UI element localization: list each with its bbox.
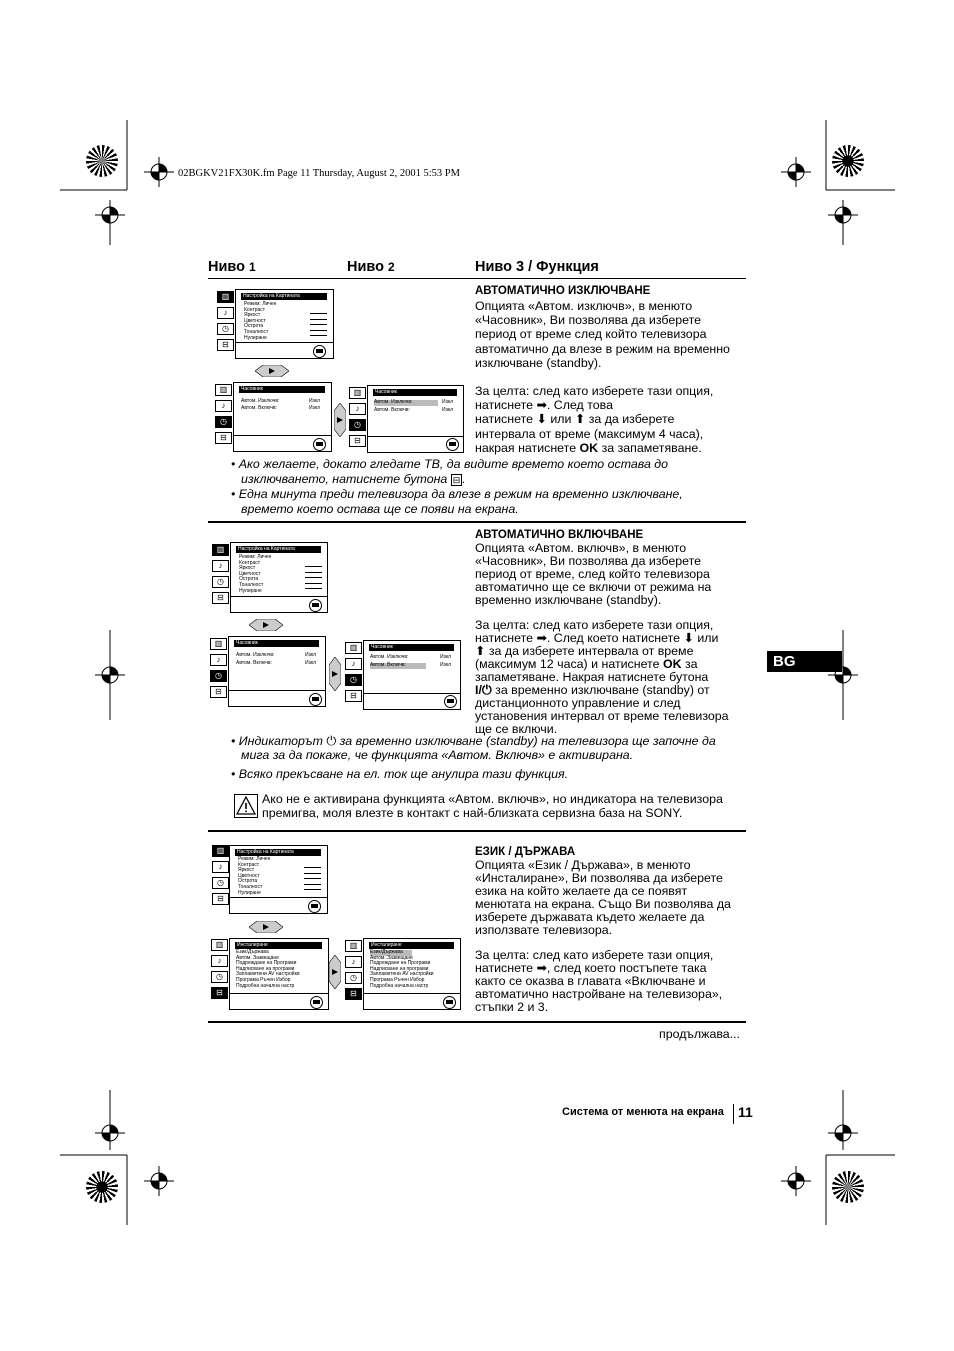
arrow-up-icon: ⬆: [574, 412, 586, 427]
clock-menu-icon: ◷: [215, 416, 232, 428]
screen-title: Настройка на Картината: [241, 293, 327, 300]
crosshair-icon: [144, 157, 174, 187]
crosshair-icon: [781, 157, 811, 187]
ok-icon: [309, 693, 322, 706]
picture-menu-icon: ▥: [211, 939, 228, 951]
ok-icon: [444, 695, 457, 708]
crosshair-icon: [95, 1118, 125, 1148]
arrow-up-icon: ⬆: [475, 644, 486, 658]
ok-icon: [443, 996, 456, 1009]
arrow-right-icon: ➡: [536, 398, 547, 413]
install-menu-screen: Инсталиране Език/Държава Автом. Зазвещане Подреждане на Програми Надписване на програми Запламетени AV настройки Програма Ръчен Избор Подробна начална настр: [229, 938, 329, 1010]
continues-text: продължава...: [659, 1027, 740, 1041]
divider: [208, 278, 746, 279]
registration-target-icon: [86, 1171, 118, 1203]
footer-divider: [733, 1104, 734, 1124]
joystick-icon: [329, 657, 341, 691]
sound-menu-icon: ♪: [212, 560, 229, 572]
registration-target-icon: [832, 1171, 864, 1203]
sound-menu-icon: ♪: [345, 956, 362, 968]
install-menu-icon: ⊟: [217, 339, 234, 351]
install-menu-icon: ⊟: [345, 690, 362, 702]
standby-button-icon: I/⏻: [475, 683, 492, 697]
picture-menu-screen: Настройка на Картината Режим: Личен Контраст Яркост Цветност Острота Тоналност Нулиране: [230, 542, 328, 613]
clock-menu-screen-selected: Часовник Автом. Изключв: Изкл Автом. Включв: Изкл: [363, 640, 461, 710]
install-menu-icon: ⊟: [345, 988, 362, 1000]
clock-menu-screen: Часовник Автом. Изключв: Изкл Автом. Включв: Изкл: [228, 636, 326, 707]
picture-menu-icon: ▥: [345, 642, 362, 654]
sound-menu-icon: ♪: [215, 400, 232, 412]
column-heading-level2: Ниво 2: [347, 259, 395, 275]
crosshair-icon: [95, 200, 125, 230]
file-header: 02BGKV21FX30K.fm Page 11 Thursday, August 2, 2001 5:53 PM: [178, 168, 460, 179]
picture-menu-screen: [235, 289, 334, 359]
arrow-down-icon: ⬇: [683, 631, 694, 645]
section-auto-on-notes: • Индикаторът ⏻ за временно изключване (standby) на телевизора ще започне да мига за да покаже, че функцията «Автом. Включв» е активирана. • Всяко прекъсване на ел. ток ще анулира тази функция.: [231, 734, 716, 781]
language-tab: BG: [767, 651, 842, 672]
clock-menu-icon: ◷: [212, 877, 229, 889]
ok-icon: [308, 900, 321, 913]
menu-item: Режим: Личен: [244, 301, 277, 307]
picture-menu-icon: ▥: [349, 387, 366, 399]
crosshair-icon: [828, 1118, 858, 1148]
sound-menu-icon: ♪: [345, 658, 362, 670]
picture-menu-icon: ▥: [345, 940, 362, 952]
sound-menu-icon: ♪: [211, 955, 228, 967]
column-heading-level1: Ниво 1: [208, 259, 256, 275]
sound-menu-icon: ♪: [212, 861, 229, 873]
menu-item: Нулиране: [244, 334, 267, 341]
arrow-right-icon: ➡: [536, 631, 547, 645]
install-menu-icon: ⊟: [212, 592, 229, 604]
section-auto-off-notes: • Ако желаете, докато гледате ТВ, да видите времето което остава до изключването, натиснете бутона ⊟ . • Една минута преди телевизора да влезе в режим на временно изключване, времето което остава ще се появи на екрана.: [231, 457, 683, 516]
timer-display-icon: ⊟: [452, 474, 461, 485]
sound-menu-icon: ♪: [210, 654, 227, 666]
page-number: 11: [738, 1104, 753, 1120]
ok-icon: [446, 438, 459, 451]
install-menu-icon: ⊟: [210, 686, 227, 698]
joystick-right-icon: [255, 365, 289, 377]
section-auto-on-body: Опцията «Автом. включв», в менюто «Часовник», Ви позволява да изберете период от време, след който телевизора автоматично ще се включи от режима на временно изключване (standby). За целта: след като изберете тази опция, натиснете ➡. След което натиснете ⬇ или ⬆ за да изберете интервала от време (максимум 12 часа) и натиснете OK за запаметяване. Накрая натиснете бутона I/⏻ за временно изключване (standby) от дистанционното управление и след установения интервал от време телевизора ще се включи.: [475, 541, 729, 736]
menu-item: Контраст: [244, 306, 266, 313]
section-divider: [208, 830, 746, 832]
clock-menu-icon: ◷: [217, 323, 234, 335]
crosshair-icon: [828, 200, 858, 230]
clock-menu-icon: ◷: [345, 674, 362, 686]
section-title-language-country: ЕЗИК / ДЪРЖАВА: [475, 846, 576, 858]
crosshair-icon: [781, 1166, 811, 1196]
ok-icon: [313, 438, 326, 451]
registration-target-icon: [86, 145, 118, 177]
warning-icon: [234, 794, 258, 818]
install-menu-screen-selected: Инсталиране Език/Държава Автом. Зазвещане Подреждане на Програми Надписване на програми Запламетени AV настройки Програма Ръчен Избор Подробна начална настр: [363, 938, 461, 1010]
picture-menu-screen: Настройка на Картината Режим: Личен Контраст Яркост Цветност Острота Тоналност Нулиране: [229, 845, 328, 914]
menu-item: Цветност: [244, 317, 266, 324]
clock-menu-screen: Часовник Автом. Изключв: Изкл Автом. Включв: Изкл: [233, 382, 332, 452]
sound-menu-icon: ♪: [217, 307, 234, 319]
picture-menu-icon: ▥: [212, 845, 229, 857]
install-menu-icon: ⊟: [211, 987, 228, 999]
arrow-down-icon: ⬇: [536, 412, 547, 427]
joystick-right-icon: [249, 921, 283, 933]
crosshair-icon: [144, 1166, 174, 1196]
section-title-auto-off: АВТОМАТИЧНО ИЗКЛЮЧВАНЕ: [475, 285, 651, 297]
section-divider: [208, 521, 746, 523]
clock-menu-screen-selected: Часовник Автом. Изключв: Изкл Автом. Включв: Изкл: [367, 385, 464, 453]
clock-menu-icon: ◷: [211, 971, 228, 983]
ok-icon: [309, 599, 322, 612]
section-divider: [208, 1021, 746, 1023]
column-heading-level3: Ниво 3 / Функция: [475, 259, 599, 275]
clock-menu-icon: ◷: [349, 419, 366, 431]
section-language-body: Опцията «Език / Държава», в менюто «Инсталиране», Ви позволява да изберете езика на който желаете да се появят менютата на екрана. Също Ви позволява да изберете държавата където желаете да използвате телевизора. За целта: след като изберете тази опция, натиснете ➡, след което постъпете така както се оказва в главата «Включване и автоматично настройване на телевизора», стъпки 2 и 3.: [475, 858, 731, 1015]
menu-item: Тоналност: [244, 328, 269, 335]
menu-item: Острота: [244, 323, 264, 330]
picture-menu-icon: ▥: [210, 638, 227, 650]
sound-menu-icon: ♪: [349, 403, 366, 415]
joystick-icon: [329, 955, 341, 989]
clock-menu-icon: ◷: [212, 576, 229, 588]
arrow-right-icon: ➡: [536, 961, 547, 976]
section-auto-off-body: Опцията «Автом. изключв», в менюто «Часовник», Ви позволява да изберете период от време след който телевизора автоматично да влезе в режим на временно изключване (standby). За целта: след като изберете тази опция, натиснете ➡. След това натиснете ⬇ или ⬆ за да изберете интервала от време (максимум 4 часа), накрая натиснете OK за запаметяване.: [475, 299, 730, 455]
install-menu-icon: ⊟: [349, 435, 366, 447]
registration-target-icon: [832, 145, 864, 177]
install-menu-icon: ⊟: [212, 893, 229, 905]
ok-icon: [313, 345, 326, 358]
warning-text: Ако не е активирана функцията «Автом. включв», но индикатора на телевизора премигва, моля влезте в контакт с най-близката сервизна база на SONY.: [262, 792, 723, 820]
crosshair-icon: [95, 660, 125, 690]
section-title-auto-on: АВТОМАТИЧНО ВКЛЮЧВАНЕ: [475, 529, 644, 541]
install-menu-icon: ⊟: [215, 432, 232, 444]
picture-menu-icon: ▥: [217, 291, 234, 303]
menu-item: Яркост: [244, 312, 261, 319]
menu-icons: [217, 291, 234, 355]
joystick-icon: [334, 403, 346, 437]
standby-indicator-icon: ⏻: [326, 734, 337, 748]
clock-menu-icon: ◷: [210, 670, 227, 682]
clock-menu-icon: ◷: [345, 972, 362, 984]
picture-menu-icon: ▥: [212, 544, 229, 556]
ok-icon: [310, 996, 323, 1009]
footer-section-name: Система от менюта на екрана: [562, 1106, 724, 1118]
joystick-right-icon: [249, 619, 283, 631]
picture-menu-icon: ▥: [215, 384, 232, 396]
